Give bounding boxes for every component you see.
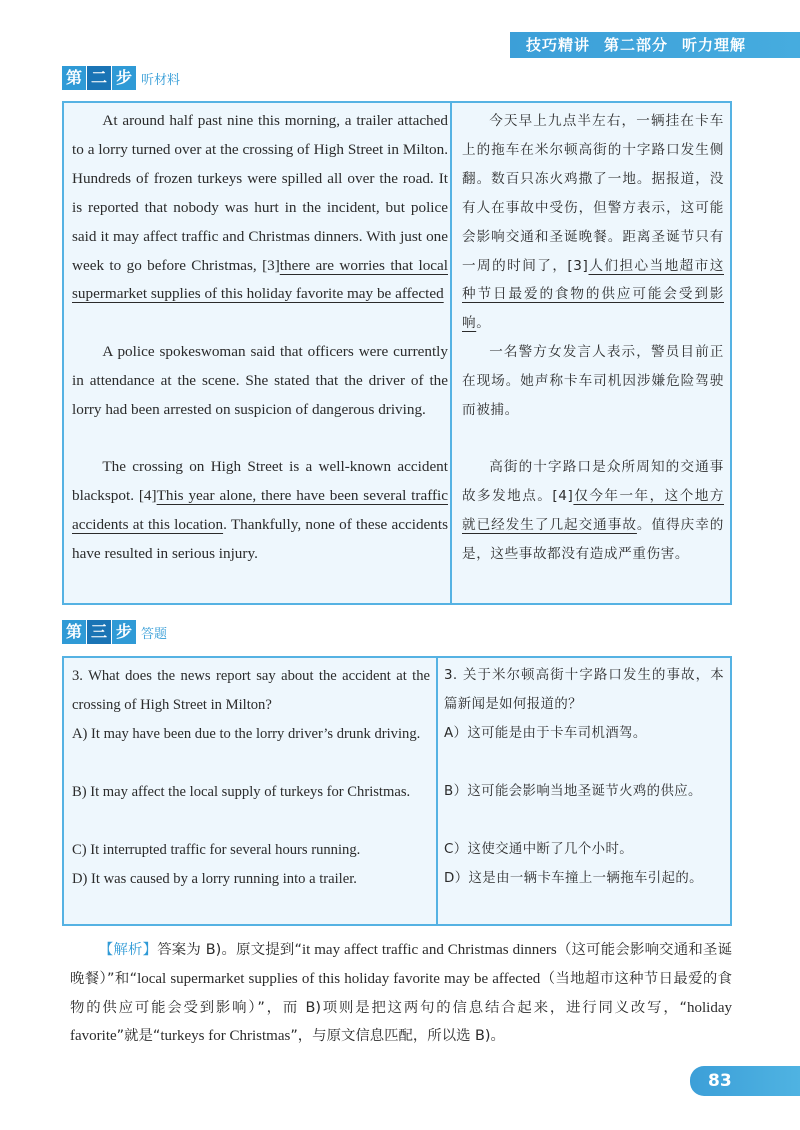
step2-label: 听材料 xyxy=(141,72,181,88)
material-panel xyxy=(62,101,732,605)
step3-char1: 第 xyxy=(62,620,86,644)
analysis-quote-4: turkeys for Christmas xyxy=(160,1028,291,1045)
question-cn-option-a: A）这可能是由于卡车司机酒驾。 xyxy=(444,726,647,741)
material-cn-paragraph-1 xyxy=(462,107,724,338)
analysis-text-2: （这可能会影响交通和圣诞晚餐）”和“ xyxy=(70,942,732,987)
analysis-quote-3: holiday favorite xyxy=(70,999,732,1045)
material-en-p3-end: . Thankfully, none of these accidents have resulted in serious injury. xyxy=(72,515,449,562)
header-part2: 第二部分 xyxy=(604,36,669,54)
analysis-tag: 【解析】 xyxy=(98,942,158,958)
question-en-option-a: A) It may have been due to the lorry driver’s drunk driving. xyxy=(72,726,421,742)
header-part1: 技巧精讲 xyxy=(526,36,591,54)
question-en-option-b: B) It may affect the local supply of turkeys for Christmas. xyxy=(72,784,411,800)
material-cn-p1-underlined: 人们担心当地超市这种节日最爱的食物的供应可能会受到影响 xyxy=(462,257,724,332)
material-en-paragraph-3 xyxy=(72,453,448,569)
material-en-p3-text: The crossing on High Street is a well-known accident blackspot. [4] xyxy=(72,458,448,504)
analysis-text-4: ”就是“ xyxy=(116,1028,161,1045)
question-panel xyxy=(62,656,732,926)
step3-label: 答题 xyxy=(141,626,168,642)
step2-char2: 二 xyxy=(87,66,111,90)
material-cn-paragraph-3 xyxy=(462,453,724,569)
page-number: 83 xyxy=(690,1066,800,1096)
analysis-text-5: ”，与原文信息匹配，所以选 B)。 xyxy=(290,1028,505,1045)
question-cn-option-d: D）这是由一辆卡车撞上一辆拖车引起的。 xyxy=(444,871,703,886)
question-cn-option-b: B）这可能会影响当地圣诞节火鸡的供应。 xyxy=(444,784,702,799)
material-cn-paragraph-2: 一名警方女发言人表示，警员目前正在现场。她声称卡车司机因涉嫌危险驾驶而被捕。 xyxy=(462,344,724,418)
step2-char1: 第 xyxy=(62,66,86,90)
question-en-stem: 3. What does the news report say about the accident at the crossing of High Street in Milton? xyxy=(72,668,430,713)
step2-title xyxy=(62,66,180,90)
analysis-text-1: 答案为 B)。原文提到“ xyxy=(157,942,302,958)
step3-title xyxy=(62,620,167,644)
analysis-paragraph xyxy=(70,936,732,1051)
material-en-p1-underlined: there are worries that local supermarket supplies of this holiday favorite may be affected xyxy=(72,256,448,303)
material-en-p3-underlined: This year alone, there have been several traffic accidents at this location xyxy=(72,486,448,533)
header-part3: 听力理解 xyxy=(682,36,747,54)
analysis-quote-1: it may affect traffic and Christmas dinners xyxy=(301,942,557,958)
step3-char3: 步 xyxy=(112,620,136,644)
analysis-quote-2: local supermarket supplies of this holiday favorite may be affected xyxy=(137,970,541,987)
material-divider xyxy=(450,103,452,603)
section-header xyxy=(510,32,800,58)
material-en-paragraph-2: A police spokeswoman said that officers were currently in attendance at the scene. She stated that the driver of the lorry had been arrested on suspicion of dangerous driving. xyxy=(72,343,448,418)
analysis-text-3: （当地超市这种节日最爱的食物的供应可能会受到影响）”，而 B)项则是把这两句的信息结合起来，进行同义改写，“ xyxy=(70,970,732,1016)
question-en-option-d: D) It was caused by a lorry running into a trailer. xyxy=(72,871,357,887)
question-divider xyxy=(436,658,438,924)
material-cn-p1-end: 。 xyxy=(476,315,491,332)
material-en-p1-text: At around half past nine this morning, a trailer attached to a lorry turned over at the crossing of High Street in Milton. Hundreds of frozen turkeys were spilled all over the road. It is reported that nobody was hurt in the incident, but police said it may affect traffic and Christmas dinners. With just one week to go before Christmas, [3] xyxy=(72,112,448,274)
question-cn-stem: 3. 关于米尔顿高街十字路口发生的事故，本篇新闻是如何报道的？ xyxy=(444,668,724,712)
question-cn-option-c: C）这使交通中断了几个小时。 xyxy=(444,842,634,857)
question-en-option-c: C) It interrupted traffic for several hours running. xyxy=(72,842,361,858)
step3-char2: 三 xyxy=(87,620,111,644)
material-cn-p3-underlined: 仅今年一年，这个地方就已经发生了几起交通事故 xyxy=(462,487,725,533)
material-cn-p3-end: 。值得庆幸的是，这些事故都没有造成严重伤害。 xyxy=(462,516,724,562)
material-cn-p3-text: 高街的十字路口是众所周知的交通事故多发地点。[4] xyxy=(462,459,724,504)
step2-char3: 步 xyxy=(112,66,136,90)
material-en-paragraph-1 xyxy=(72,107,448,309)
material-cn-p1-text: 今天早上九点半左右，一辆挂在卡车上的拖车在米尔顿高街的十字路口发生侧翻。数百只冻火鸡撒了一地。据报道，没有人在事故中受伤，但警方表示，这可能会影响交通和圣诞晚餐。距离圣诞节只有一周的时间了，[3] xyxy=(462,113,724,274)
